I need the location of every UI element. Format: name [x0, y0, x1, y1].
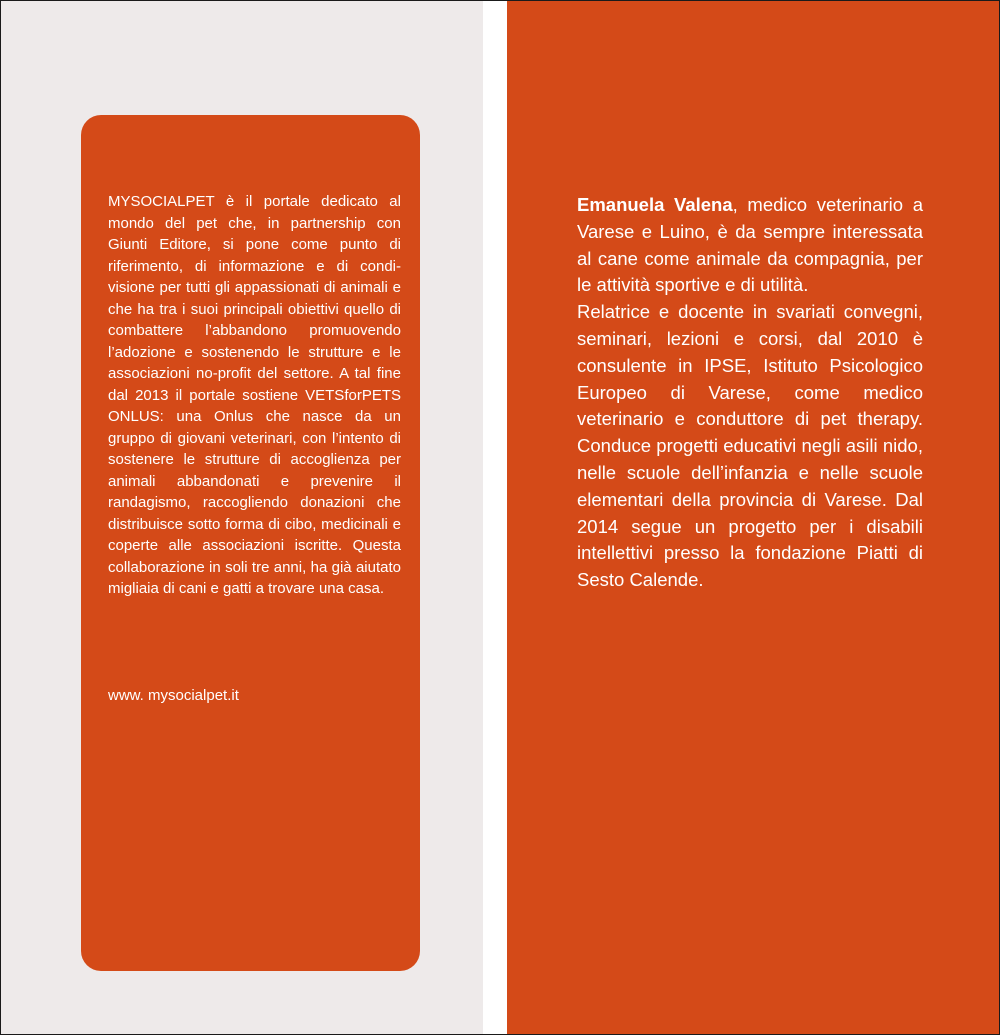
front-flap-panel [507, 1, 999, 1034]
back-cover-panel [1, 1, 483, 1034]
author-bio-body: Relatrice e docente in svariati convegni, seminari, lezioni e corsi, dal 2010 è consulente in IPSE, Istituto Psicologico Europeo di Varese, come medico veterinario e conduttore di pet therapy. Conduce progetti educativi negli asili nido, nelle scuole dell’infanzia e nelle scuole elementari della provincia di Varese. Dal 2014 segue un progetto per i disabili intellettivi presso la fondazione Piatti di Sesto Calende. [577, 301, 923, 591]
mysocialpet-description [108, 191, 401, 600]
author-name: Emanuela Valena [577, 194, 733, 215]
mysocialpet-info-card [81, 115, 420, 971]
spine-gutter [483, 1, 507, 1034]
author-intro-text: , medico veterinario a Varese e Luino, è da sempre interessata al cane come animale da compagnia, per le attività sportive e di utilità. [577, 194, 923, 296]
mysocialpet-paragraph: MYSOCIALPET è il portale dedicato al mondo del pet che, in partnership con Giunti Editore, si pone come punto di riferimento, di informazione e di condivisione per tutti gli appassionati di animali e che ha tra i suoi principali obiettivi quello di combattere l’abbandono promuovendo l’adozione e sostenendo le strutture e le associazioni no-profit del settore. A tal fine dal 2013 il portale sostiene VETSforPETS ONLUS: una Onlus che nasce da un gruppo di giovani veterinari, con l’intento di sostenere le strutture di accoglienza per animali abbandonati e prevenire il randagismo, raccogliendo donazioni che distribuisce sotto forma di cibo, medicinali e coperte alle associazioni iscritte. Questa collaborazione in soli tre anni, ha già aiutato migliaia di cani e gatti a trovare una casa. [108, 193, 401, 597]
author-bio-intro [577, 192, 923, 299]
mysocialpet-url: www. mysocialpet.it [108, 687, 239, 704]
author-bio [577, 192, 923, 594]
